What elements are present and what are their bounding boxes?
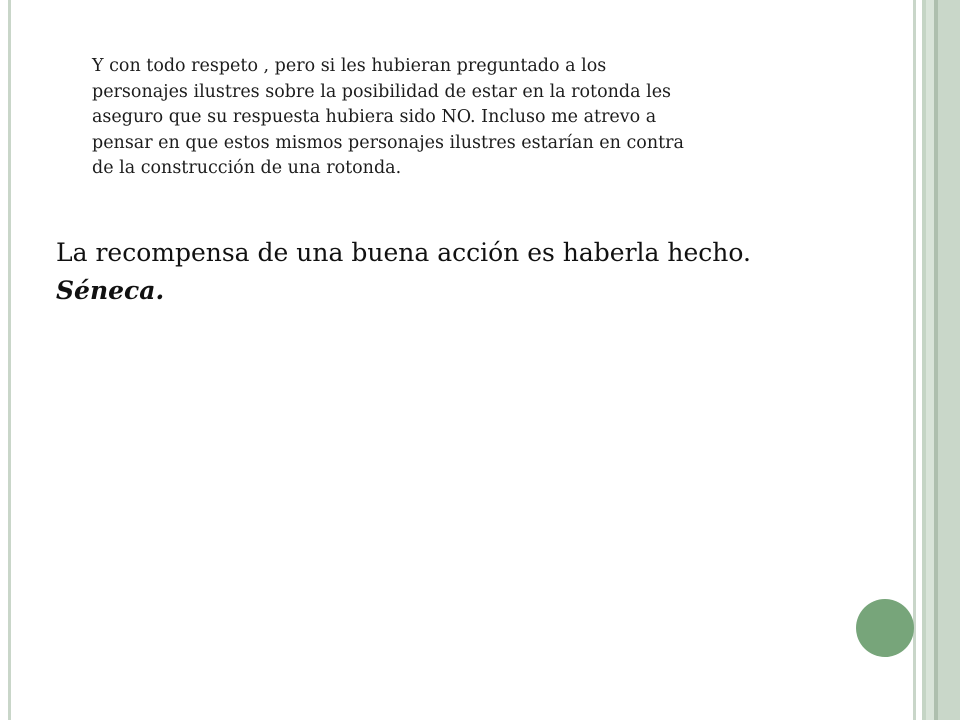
quote-block xyxy=(56,234,896,310)
stripe xyxy=(926,0,934,720)
slide-paragraph: Y con todo respeto , pero si les hubieran preguntado a los personajes ilustres sobre la posibilidad de estar en la rotonda les aseguro que su respuesta hubiera sido NO. Incluso me atrevo a pensar en que estos mismos personajes ilustres estarían en contra de la construcción de una rotonda. xyxy=(92,56,684,178)
stripe xyxy=(938,0,960,720)
decorative-side-stripes xyxy=(916,0,960,720)
decorative-circle xyxy=(856,599,914,657)
quote-text: La recompensa de una buena acción es haberla hecho. xyxy=(56,238,751,267)
quote-author: Séneca. xyxy=(56,276,165,305)
